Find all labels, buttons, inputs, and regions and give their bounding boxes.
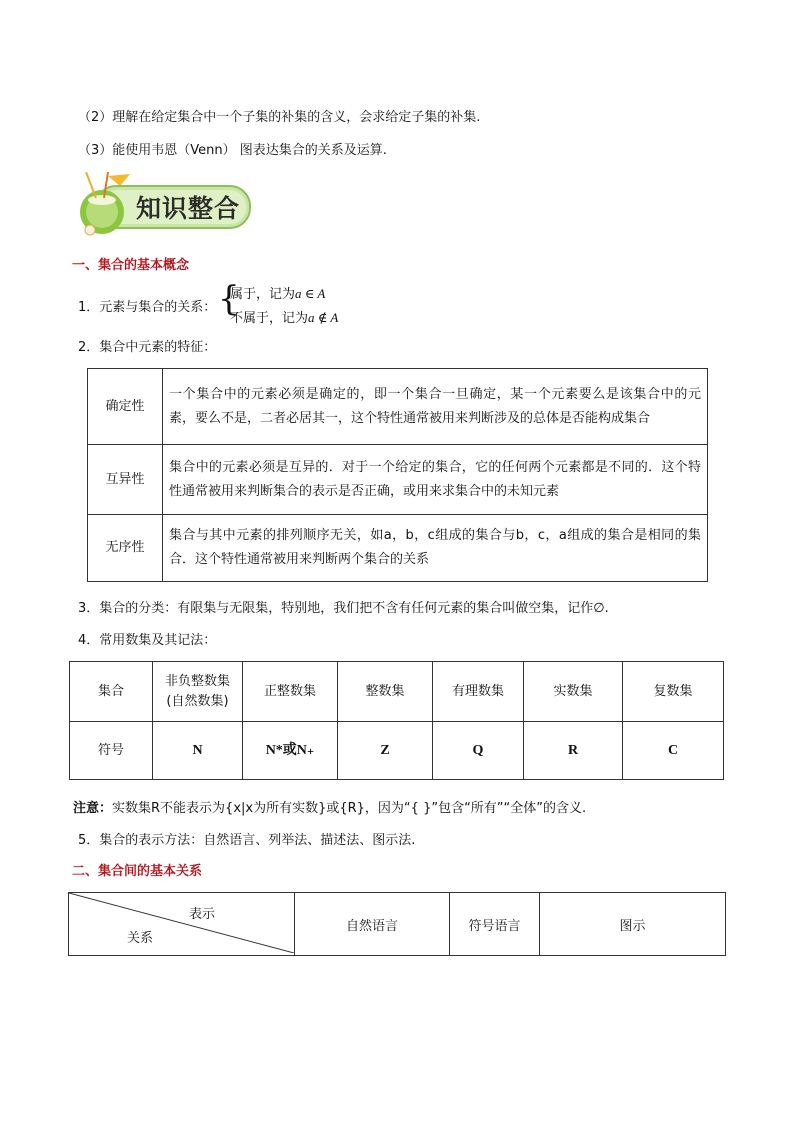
- diagonal-line: [69, 893, 294, 953]
- features-table: [87, 368, 708, 582]
- corner-bottom: 关系: [127, 931, 154, 946]
- feature-name: 确定性: [88, 369, 163, 445]
- table-row: [88, 369, 708, 445]
- number-sets-table: [69, 661, 724, 780]
- symbol-cell: Z: [338, 722, 433, 780]
- item2-label: 2．集合中元素的特征：: [78, 340, 217, 355]
- relations-table: [68, 892, 726, 956]
- belongs-line: [230, 283, 325, 302]
- symbol-cell: R: [524, 722, 623, 780]
- header-cell: 复数集: [623, 662, 724, 722]
- objective-3: （3）能使用韦恩（Venn） 图表达集合的关系及运算.: [78, 143, 387, 158]
- item1-label: 1．元素与集合的关系：: [78, 300, 217, 315]
- item3: 3．集合的分类：有限集与无限集，特别地，我们把不含有任何元素的集合叫做空集，记作∅.: [78, 601, 609, 616]
- not-belongs-line: [230, 307, 338, 326]
- not-belongs-text: 不属于，记为: [230, 311, 309, 326]
- table-row: [69, 893, 726, 956]
- symbol-cell: C: [623, 722, 724, 780]
- item5: 5．集合的表示方法：自然语言、列举法、描述法、图示法.: [78, 833, 416, 848]
- header-cell: 符号语言: [450, 893, 540, 956]
- belongs-symbol: a ∈ A: [295, 286, 326, 301]
- header-cell: 图示: [540, 893, 726, 956]
- feature-desc: 一个集合中的元素必须是确定的，即一个集合一旦确定，某一个元素要么是该集合中的元素，要么不是，二者必居其一，这个特性通常被用来判断涉及的总体是否能构成集合: [163, 369, 708, 445]
- feature-desc: 集合中的元素必须是互异的．对于一个给定的集合，它的任何两个元素都是不同的．这个特性通常被用来判断集合的表示是否正确，或用来求集合中的未知元素: [163, 445, 708, 515]
- feature-name: 互异性: [88, 445, 163, 515]
- symbol-cell: N*或N₊: [243, 722, 338, 780]
- symbol-cell: Q: [433, 722, 524, 780]
- note-line: [73, 797, 586, 816]
- header-cell: 集合: [70, 662, 153, 722]
- objective-2: （2）理解在给定集合中一个子集的补集的含义，会求给定子集的补集.: [78, 110, 481, 125]
- header-cell: 非负整数集 (自然数集): [153, 662, 243, 722]
- header-cell: 整数集: [338, 662, 433, 722]
- table-row: [70, 662, 724, 722]
- section2-title: 二、集合间的基本关系: [72, 864, 203, 879]
- header-cell: 自然语言: [295, 893, 450, 956]
- feature-name: 无序性: [88, 515, 163, 582]
- not-belongs-symbol: a ∉ A: [308, 310, 339, 325]
- table-row: [70, 722, 724, 780]
- symbol-cell: N: [153, 722, 243, 780]
- note-text: 实数集R不能表示为{x|x为所有实数}或{R}，因为“{ }”包含“所有”“全体”的含义.: [112, 801, 587, 816]
- brace: {: [218, 279, 240, 319]
- banner-title: 知识整合: [136, 194, 241, 223]
- belongs-text: 属于，记为: [230, 287, 296, 302]
- table-row: [88, 515, 708, 582]
- corner-cell: [69, 893, 295, 956]
- feature-desc: 集合与其中元素的排列顺序无关，如a，b，c组成的集合与b，c，a组成的集合是相同的集合．这个特性通常被用来判断两个集合的关系: [163, 515, 708, 582]
- note-label: 注意：: [73, 801, 113, 816]
- item4-label: 4．常用数集及其记法：: [78, 633, 217, 648]
- symbol-cell: 符号: [70, 722, 153, 780]
- knowledge-banner: [74, 172, 252, 236]
- table-row: [88, 445, 708, 515]
- header-cell: 正整数集: [243, 662, 338, 722]
- corner-top: 表示: [189, 907, 216, 922]
- header-cell: 实数集: [524, 662, 623, 722]
- section1-title: 一、集合的基本概念: [72, 258, 190, 273]
- header-cell: 有理数集: [433, 662, 524, 722]
